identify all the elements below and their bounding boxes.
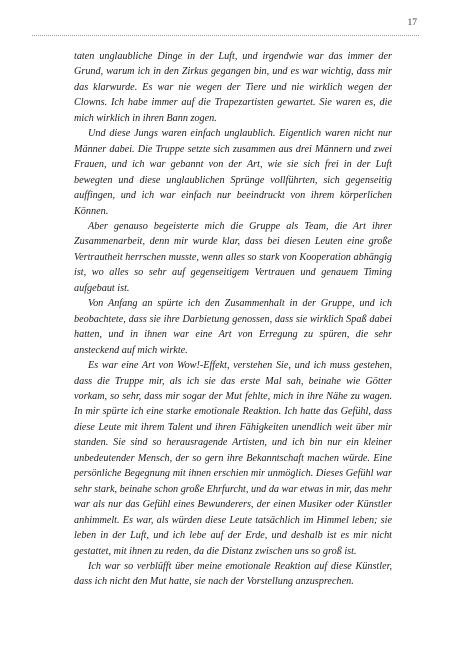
body-text (74, 49, 392, 590)
header-divider (32, 35, 419, 36)
paragraph: Und diese Jungs waren einfach unglaublich. Eigentlich waren nicht nur Männer dabei. Die Truppe setzte sich zusammen aus drei Männern und zwei Frauen, und ich war gebannt von der Art, wie sie sich frei in der Luft bewegten und diese unglaublichen Sprünge vollführten, sich gegenseitig auffingen, und ich war einfach nur beeindruckt von ihrem körperlichen Können. (74, 128, 392, 217)
paragraph: taten unglaubliche Dinge in der Luft, und irgendwie war das immer der Grund, warum ich in den Zirkus gegangen bin, und es war wichtig, dass mir das klarwurde. Es war nie wegen der Tiere und nie wirklich wegen der Clowns. Ich habe immer auf die Trapezartisten gewartet. Sie waren es, die mich wirklich in ihren Bann zogen. (74, 51, 392, 124)
paragraph: Es war eine Art von Wow!-Effekt, verstehen Sie, und ich muss gestehen, dass die Truppe mir, als ich sie das erste Mal sah, beinahe wie Götter vorkam, so sehr, dass mir sogar der Mut fehlte, mich in ihre Nähe zu wagen. In mir spürte ich eine starke emotionale Reaktion. Ich hatte das Gefühl, dass diese Leute mit ihrem Talent und ihren Fähigkeiten unendlich weit über mir standen. Sie sind so herausragende Artisten, und ich bin nur ein kleiner unbedeutender Mensch, der so gern ihre Bekanntschaft machen würde. Eine persönliche Begegnung mit ihnen erschien mir unmöglich. Dieses Gefühl war sehr stark, beinahe schon große Ehrfurcht, und da war etwas in mir, das mehr war als nur das Gefühl eines Bewunderers, der einen Musiker oder Künstler anhimmelt. Es war, als würden diese Leute tatsächlich im Himmel leben; sie leben in der Luft, und ich lebe auf der Erde, und deshalb ist es mir nicht gestattet, mit ihnen zu reden, da die Distanz zwischen uns so groß ist. (74, 360, 392, 557)
paragraph: Aber genauso begeisterte mich die Gruppe als Team, die Art ihrer Zusammenarbeit, denn mir wurde klar, dass bei diesen Leuten eine große Vertrautheit herrschen musste, wenn alles so stark von Kooperation abhängig ist, wo alles so sehr auf gegenseitigem Vertrauen und genauem Timing aufgebaut ist. (74, 220, 392, 294)
paragraph: Von Anfang an spürte ich den Zusammenhalt in der Gruppe, und ich beobachtete, dass sie ihre Darbietung genossen, dass sie wirklich Spaß dabei hatten, und in ihnen war eine Art von Erregung zu spüren, die sehr ansteckend auf mich wirkte. (74, 298, 392, 356)
paragraph: Ich war so verblüfft über meine emotionale Reaktion auf diese Künstler, dass ich nicht den Mut hatte, sie nach der Vorstellung anzusprechen. (74, 560, 392, 588)
page-number: 17 (407, 18, 417, 28)
